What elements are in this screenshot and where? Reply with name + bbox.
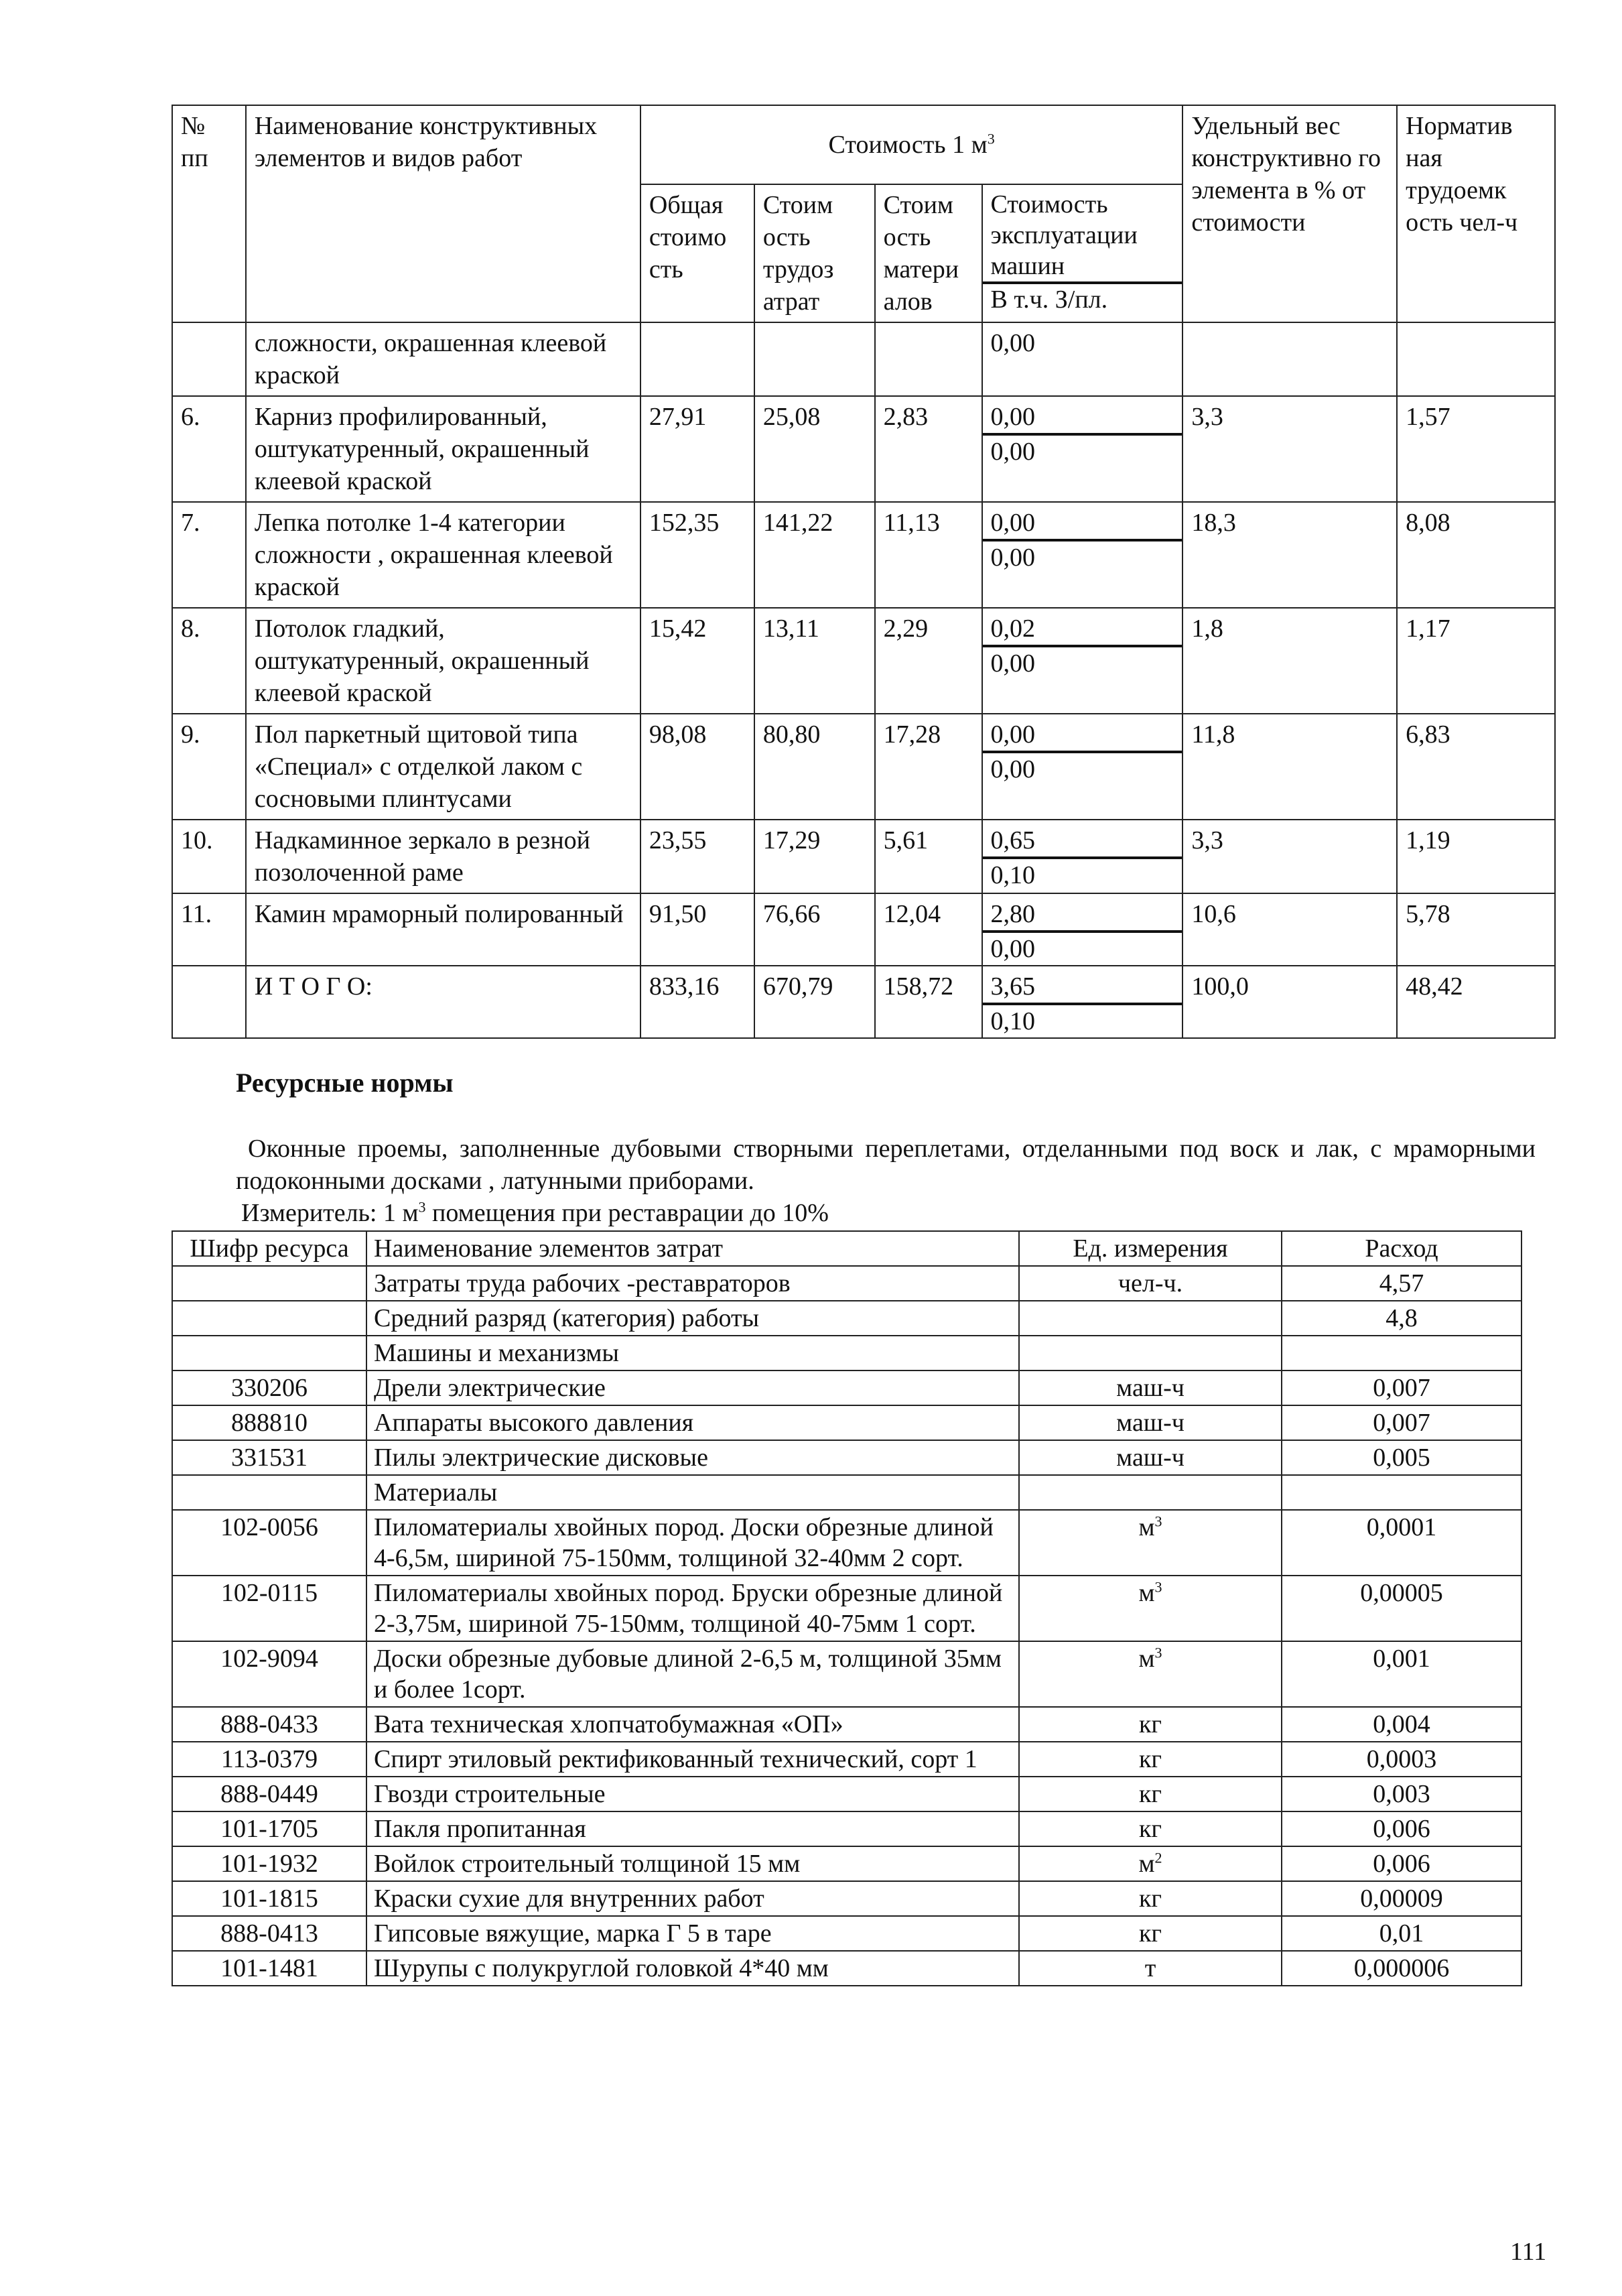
header-machines [982, 184, 1183, 322]
resource-unit [1019, 1916, 1282, 1951]
resource-unit [1019, 1405, 1282, 1440]
row-labor-norm: 5,78 [1397, 893, 1555, 966]
header-code: Шифр ресурса [172, 1231, 366, 1266]
row-num: 9. [172, 714, 246, 820]
resource-amount: 0,004 [1282, 1707, 1522, 1742]
row-total: 91,50 [640, 893, 754, 966]
description: Оконные проемы, заполненные дубовыми створными переплетами, отделанными под воск и лак, с мраморными подоконными досками , латунными приборами. [236, 1135, 1536, 1195]
header-name: Наименование конструктивных элементов и видов работ [246, 105, 640, 322]
resource-code: 101-1932 [172, 1846, 366, 1881]
resource-row [172, 1336, 1522, 1370]
row-materials: 17,28 [875, 714, 982, 820]
resource-name: Шурупы с полукруглой головкой 4*40 мм [366, 1951, 1019, 1986]
row-machines-wage: 0,00 [990, 649, 1036, 678]
row-machines-cost: 0,02 [983, 609, 1182, 647]
resource-unit [1019, 1641, 1282, 1707]
resource-name: Аппараты высокого давления [366, 1405, 1019, 1440]
resource-unit-exponent: 3 [1154, 1578, 1162, 1596]
resource-amount: 4,8 [1282, 1301, 1522, 1336]
resource-amount: 0,00005 [1282, 1576, 1522, 1641]
header-unit: Ед. измерения [1019, 1231, 1282, 1266]
row-weight: 3,3 [1182, 820, 1397, 893]
row-name: Лепка потолке 1-4 категории сложности , окрашенная клеевой краской [246, 502, 640, 608]
row-total: 23,55 [640, 820, 754, 893]
section-title: Ресурсные нормы [236, 1068, 454, 1098]
resource-name: Пакля пропитанная [366, 1811, 1019, 1846]
resource-amount: 0,001 [1282, 1641, 1522, 1707]
resource-amount [1282, 1475, 1522, 1510]
row-labor: 25,08 [754, 396, 875, 502]
resource-code: 102-9094 [172, 1641, 366, 1707]
cost-row [172, 820, 1555, 893]
header-labor-norm: Норматив ная трудоемк ость чел-ч [1397, 105, 1555, 322]
row-materials: 2,83 [875, 396, 982, 502]
resource-unit-text: кг [1138, 1919, 1162, 1948]
resource-name: Пилы электрические дисковые [366, 1440, 1019, 1475]
resource-unit-exponent: 2 [1154, 1849, 1162, 1866]
cost-table [172, 105, 1556, 1039]
resource-row [172, 1440, 1522, 1475]
resource-unit-text: кг [1138, 1815, 1162, 1843]
resource-code: 331531 [172, 1440, 366, 1475]
resource-unit [1019, 1510, 1282, 1576]
row-name: И Т О Г О: [246, 966, 640, 1038]
row-weight: 3,3 [1182, 396, 1397, 502]
resource-name: Машины и механизмы [366, 1336, 1019, 1370]
resource-amount: 0,00009 [1282, 1881, 1522, 1916]
resource-code: 102-0056 [172, 1510, 366, 1576]
row-num: 7. [172, 502, 246, 608]
row-machines-cost: 0,00 [983, 503, 1182, 541]
resource-code [172, 1336, 366, 1370]
resource-amount: 0,007 [1282, 1405, 1522, 1440]
row-num: 8. [172, 608, 246, 714]
resource-name: Дрели электрические [366, 1370, 1019, 1405]
resource-unit-exponent: 3 [1154, 1513, 1162, 1530]
resource-name: Средний разряд (категория) работы [366, 1301, 1019, 1336]
row-machines [982, 608, 1183, 714]
resource-name: Вата техническая хлопчатобумажная «ОП» [366, 1707, 1019, 1742]
resource-row [172, 1811, 1522, 1846]
resource-unit-text: м [1138, 1850, 1155, 1878]
row-machines [982, 502, 1183, 608]
cost-row [172, 396, 1555, 502]
resource-code: 888-0449 [172, 1777, 366, 1811]
resource-name: Доски обрезные дубовые длиной 2-6,5 м, толщиной 35мм и более 1сорт. [366, 1641, 1019, 1707]
resource-amount: 0,003 [1282, 1777, 1522, 1811]
row-machines-wage: 0,10 [990, 861, 1036, 889]
resource-unit [1019, 1881, 1282, 1916]
row-total: 152,35 [640, 502, 754, 608]
header-labor: Стоим ость трудоз атрат [754, 184, 875, 322]
resource-header-row [172, 1231, 1522, 1266]
row-labor: 670,79 [754, 966, 875, 1038]
row-labor: 141,22 [754, 502, 875, 608]
resource-code: 888-0433 [172, 1707, 366, 1742]
resource-table [172, 1230, 1522, 1986]
header-element-name: Наименование элементов затрат [366, 1231, 1019, 1266]
resource-unit [1019, 1846, 1282, 1881]
header-materials: Стоим ость матери алов [875, 184, 982, 322]
row-name: Потолок гладкий, оштукатуренный, окрашенный клеевой краской [246, 608, 640, 714]
resource-name: Пиломатериалы хвойных пород. Бруски обрезные длиной 2-3,75м, шириной 75-150мм, толщиной 40-75мм 1 сорт. [366, 1576, 1019, 1641]
resource-code: 113-0379 [172, 1742, 366, 1777]
resource-row [172, 1777, 1522, 1811]
row-labor-norm: 48,42 [1397, 966, 1555, 1038]
resource-unit [1019, 1777, 1282, 1811]
resource-row [172, 1707, 1522, 1742]
row-machines-wage: 0,00 [990, 935, 1036, 963]
resource-unit-text: маш-ч [1116, 1409, 1185, 1437]
row-machines [982, 396, 1183, 502]
header-machines-label: Стоимость эксплуатации машин [983, 185, 1182, 284]
resource-row [172, 1641, 1522, 1707]
row-total: 833,16 [640, 966, 754, 1038]
row-machines [982, 322, 1183, 396]
row-weight: 11,8 [1182, 714, 1397, 820]
row-materials: 158,72 [875, 966, 982, 1038]
resource-code: 101-1815 [172, 1881, 366, 1916]
row-materials: 11,13 [875, 502, 982, 608]
header-weight: Удельный вес конструктивно го элемента в % от стоимости [1182, 105, 1397, 322]
resource-row [172, 1951, 1522, 1986]
cost-row [172, 966, 1555, 1038]
resource-code: 101-1481 [172, 1951, 366, 1986]
row-materials [875, 322, 982, 396]
row-machines-cost: 0,65 [983, 820, 1182, 859]
page-number: 111 [1510, 2238, 1547, 2266]
resource-unit [1019, 1370, 1282, 1405]
row-machines [982, 820, 1183, 893]
row-machines [982, 893, 1183, 966]
row-labor [754, 322, 875, 396]
resource-name: Затраты труда рабочих -реставраторов [366, 1266, 1019, 1301]
resource-unit-text: кг [1138, 1885, 1162, 1913]
row-labor: 17,29 [754, 820, 875, 893]
row-labor: 13,11 [754, 608, 875, 714]
row-labor-norm: 1,17 [1397, 608, 1555, 714]
resource-unit [1019, 1475, 1282, 1510]
row-machines-cost: 0,00 [990, 329, 1036, 357]
row-machines-wage: 0,00 [990, 438, 1036, 466]
row-labor-norm: 1,19 [1397, 820, 1555, 893]
row-num: 6. [172, 396, 246, 502]
measure-line: Измеритель: 1 $м^3$ помещения при реставрации до 10% [241, 1198, 829, 1227]
row-name: Пол паркетный щитовой типа «Специал» с отделкой лаком с сосновыми плинтусами [246, 714, 640, 820]
resource-row [172, 1742, 1522, 1777]
resource-unit-text: маш-ч [1116, 1444, 1185, 1472]
row-name: Камин мраморный полированный [246, 893, 640, 966]
resource-code: 102-0115 [172, 1576, 366, 1641]
resource-name: Краски сухие для внутренних работ [366, 1881, 1019, 1916]
header-cost-group: Стоимость 1 $м^3$ [640, 105, 1182, 184]
cost-row [172, 714, 1555, 820]
row-materials: 2,29 [875, 608, 982, 714]
resource-unit-text: кг [1138, 1745, 1162, 1773]
row-labor: 76,66 [754, 893, 875, 966]
resource-amount: 0,01 [1282, 1916, 1522, 1951]
resource-unit-text: т [1144, 1954, 1156, 1982]
resource-row [172, 1405, 1522, 1440]
row-weight: 18,3 [1182, 502, 1397, 608]
row-machines-cost: 0,00 [983, 714, 1182, 753]
resource-amount: 0,000006 [1282, 1951, 1522, 1986]
row-num [172, 322, 246, 396]
row-weight: 10,6 [1182, 893, 1397, 966]
resource-amount: 0,0001 [1282, 1510, 1522, 1576]
row-labor-norm: 8,08 [1397, 502, 1555, 608]
row-weight: 100,0 [1182, 966, 1397, 1038]
row-machines-wage: 0,10 [990, 1007, 1036, 1035]
row-labor-norm [1397, 322, 1555, 396]
header-machines-wage: В т.ч. З/пл. [990, 285, 1108, 314]
resource-amount: 0,006 [1282, 1846, 1522, 1881]
resource-row [172, 1916, 1522, 1951]
resource-row [172, 1846, 1522, 1881]
resource-name: Гвозди строительные [366, 1777, 1019, 1811]
resource-unit [1019, 1811, 1282, 1846]
resource-unit [1019, 1336, 1282, 1370]
resource-code [172, 1475, 366, 1510]
resource-code: 101-1705 [172, 1811, 366, 1846]
resource-unit [1019, 1440, 1282, 1475]
resource-amount: 0,006 [1282, 1811, 1522, 1846]
resource-row [172, 1370, 1522, 1405]
resource-amount: 0,007 [1282, 1370, 1522, 1405]
resource-name: Гипсовые вяжущие, марка Г 5 в таре [366, 1916, 1019, 1951]
row-num: 11. [172, 893, 246, 966]
row-machines-cost: 2,80 [983, 894, 1182, 933]
row-num [172, 966, 246, 1038]
resource-amount: 4,57 [1282, 1266, 1522, 1301]
resource-code [172, 1301, 366, 1336]
row-machines [982, 714, 1183, 820]
resource-amount: 0,0003 [1282, 1742, 1522, 1777]
row-num: 10. [172, 820, 246, 893]
resource-name: Материалы [366, 1475, 1019, 1510]
resource-unit [1019, 1301, 1282, 1336]
resource-unit-exponent: 3 [1154, 1644, 1162, 1661]
resource-code: 888810 [172, 1405, 366, 1440]
row-total: 15,42 [640, 608, 754, 714]
resource-unit-text: чел-ч. [1118, 1269, 1183, 1297]
resource-unit-text: м [1138, 1645, 1155, 1673]
resource-row [172, 1881, 1522, 1916]
resource-row [172, 1301, 1522, 1336]
cost-row [172, 893, 1555, 966]
resource-amount: 0,005 [1282, 1440, 1522, 1475]
resource-unit-text: маш-ч [1116, 1374, 1185, 1402]
row-name: сложности, окрашенная клеевой краской [246, 322, 640, 396]
resource-name: Пиломатериалы хвойных пород. Доски обрезные длиной 4-6,5м, шириной 75-150мм, толщиной 32-40мм 2 сорт. [366, 1510, 1019, 1576]
cost-row [172, 322, 1555, 396]
cost-header-row [172, 105, 1555, 184]
resource-name: Войлок строительный толщиной 15 мм [366, 1846, 1019, 1881]
row-labor-norm: 1,57 [1397, 396, 1555, 502]
header-num: № пп [172, 105, 246, 322]
resource-name: Спирт этиловый ректификованный технический, сорт 1 [366, 1742, 1019, 1777]
resource-row [172, 1266, 1522, 1301]
row-machines-cost: 0,00 [983, 397, 1182, 436]
resource-unit-text: м [1138, 1579, 1155, 1607]
row-name: Надкаминное зеркало в резной позолоченной раме [246, 820, 640, 893]
header-amount: Расход [1282, 1231, 1522, 1266]
row-weight: 1,8 [1182, 608, 1397, 714]
row-labor-norm: 6,83 [1397, 714, 1555, 820]
resource-unit-text: м [1138, 1513, 1155, 1541]
resource-unit [1019, 1266, 1282, 1301]
row-weight [1182, 322, 1397, 396]
row-total [640, 322, 754, 396]
row-materials: 5,61 [875, 820, 982, 893]
row-machines [982, 966, 1183, 1038]
resource-unit-text: кг [1138, 1780, 1162, 1808]
row-machines-wage: 0,00 [990, 755, 1036, 783]
header-total: Общая стоимо сть [640, 184, 754, 322]
resource-row [172, 1510, 1522, 1576]
row-total: 27,91 [640, 396, 754, 502]
resource-unit-text: кг [1138, 1710, 1162, 1738]
resource-row [172, 1475, 1522, 1510]
resource-amount [1282, 1336, 1522, 1370]
row-labor: 80,80 [754, 714, 875, 820]
row-materials: 12,04 [875, 893, 982, 966]
resource-unit [1019, 1742, 1282, 1777]
row-name: Карниз профилированный, оштукатуренный, окрашенный клеевой краской [246, 396, 640, 502]
cost-row [172, 502, 1555, 608]
row-machines-wage: 0,00 [990, 544, 1036, 572]
resource-code [172, 1266, 366, 1301]
resource-unit [1019, 1707, 1282, 1742]
row-machines-cost: 3,65 [983, 966, 1182, 1005]
resource-code: 330206 [172, 1370, 366, 1405]
resource-code: 888-0413 [172, 1916, 366, 1951]
row-total: 98,08 [640, 714, 754, 820]
resource-row [172, 1576, 1522, 1641]
resource-unit [1019, 1951, 1282, 1986]
cost-row [172, 608, 1555, 714]
resource-unit [1019, 1576, 1282, 1641]
